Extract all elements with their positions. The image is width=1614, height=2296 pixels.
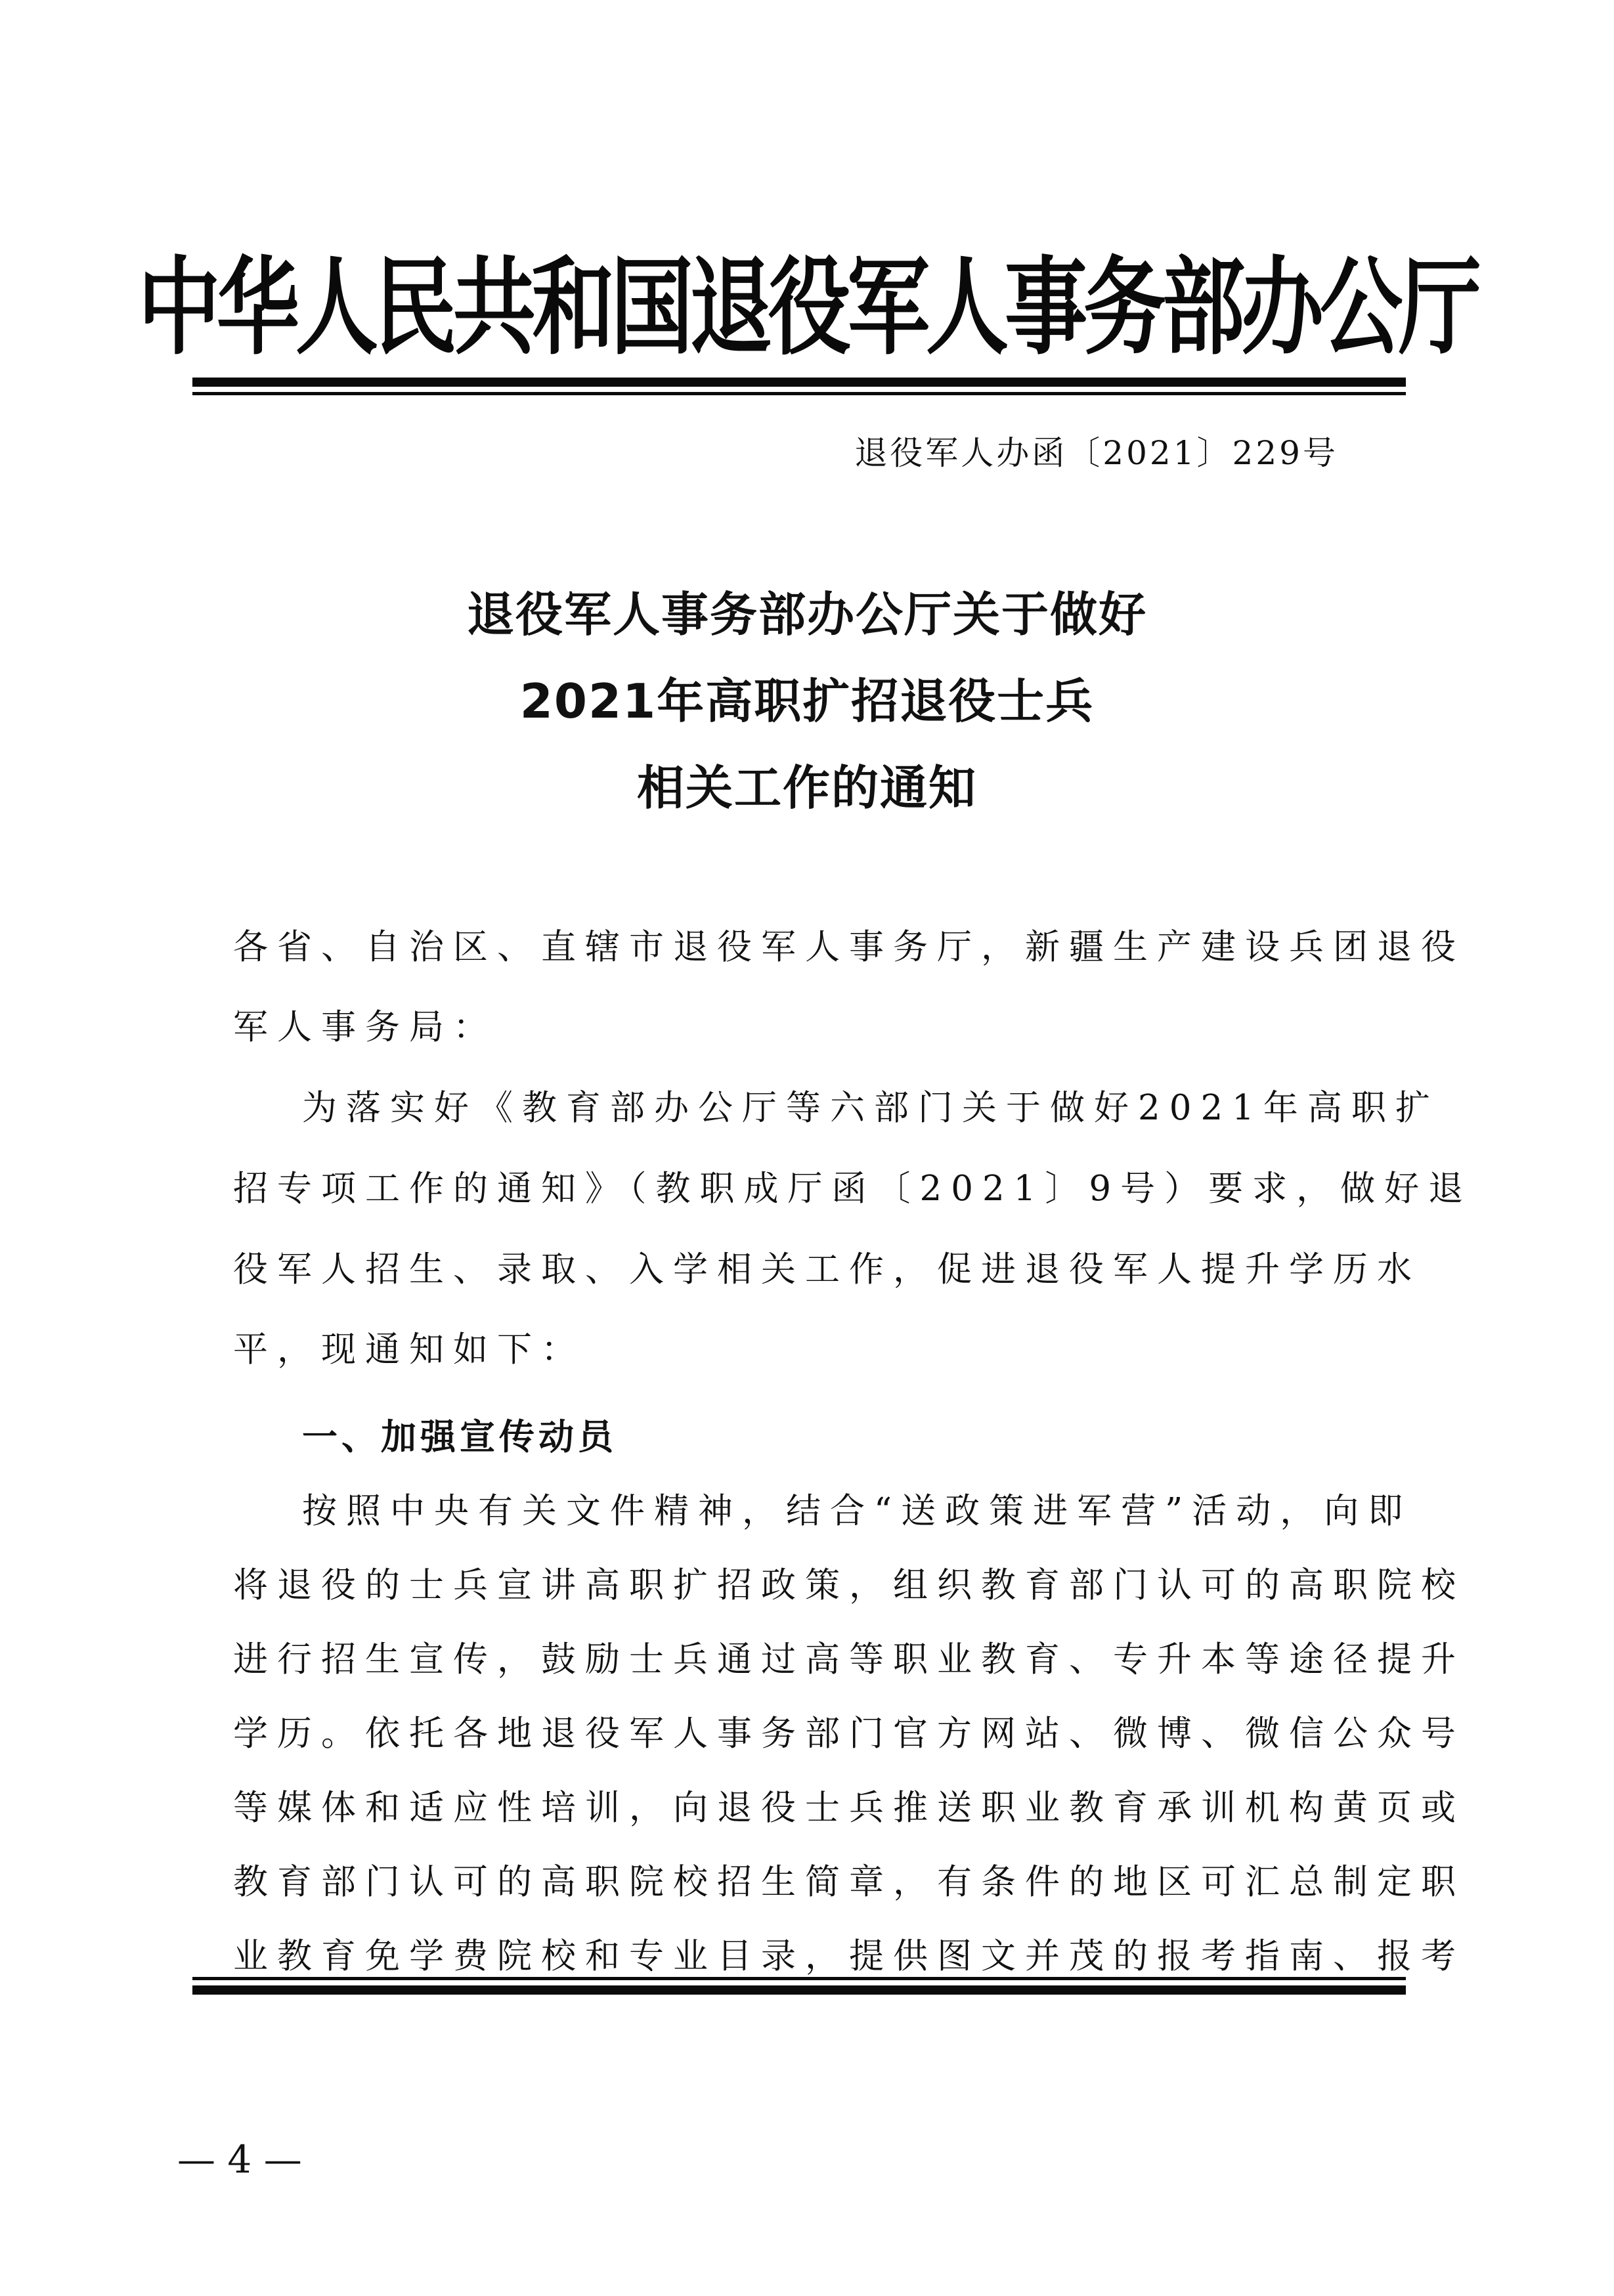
section-1-line-4: 学历。依托各地退役军人事务部门官方网站、微博、微信公众号 [233,1714,1465,1754]
masthead-rule-thick [192,378,1406,387]
section-1-heading: 一、加强宣传动员 [302,1416,617,1458]
section-1-line-3: 进行招生宣传，鼓励士兵通过高等职业教育、专升本等途径提升 [233,1639,1465,1679]
addressee-line-2: 军人事务局： [233,1007,497,1047]
section-1-line-1: 按照中央有关文件精神，结合“送政策进军营”活动，向即 [302,1491,1412,1531]
intro-line-2: 招专项工作的通知》（教职成厅函〔2021〕9号）要求，做好退 [233,1169,1473,1209]
intro-line-1: 为落实好《教育部办公厅等六部门关于做好2021年高职扩 [302,1088,1439,1128]
section-1-line-5: 等媒体和适应性培训，向退役士兵推送职业教育承训机构黄页或 [233,1788,1465,1828]
masthead-rule-thin [192,392,1406,395]
page-number: — 4 — [177,2137,302,2182]
footer-rule-thick [192,1985,1406,1995]
document-number: 退役军人办函〔2021〕229号 [854,434,1338,472]
section-1-line-7: 业教育免学费院校和专业目录，提供图文并茂的报考指南、报考 [233,1936,1465,1976]
masthead-title: 中华人民共和国退役军人事务部办公厅 [138,244,1477,369]
section-1-line-6: 教育部门认可的高职院校招生简章，有条件的地区可汇总制定职 [233,1862,1465,1902]
section-1-line-2: 将退役的士兵宣讲高职扩招政策，组织教育部门认可的高职院校 [233,1565,1465,1605]
document-title-line-3: 相关工作的通知 [636,760,977,815]
addressee-line-1: 各省、自治区、直辖市退役军人事务厅，新疆生产建设兵团退役 [233,927,1465,967]
document-title-line-1: 退役军人事务部办公厅关于做好 [466,587,1147,642]
document-title-line-2: 2021年高职扩招退役士兵 [519,674,1095,729]
intro-line-3: 役军人招生、录取、入学相关工作，促进退役军人提升学历水 [233,1249,1421,1289]
intro-line-4: 平，现通知如下： [233,1330,585,1370]
